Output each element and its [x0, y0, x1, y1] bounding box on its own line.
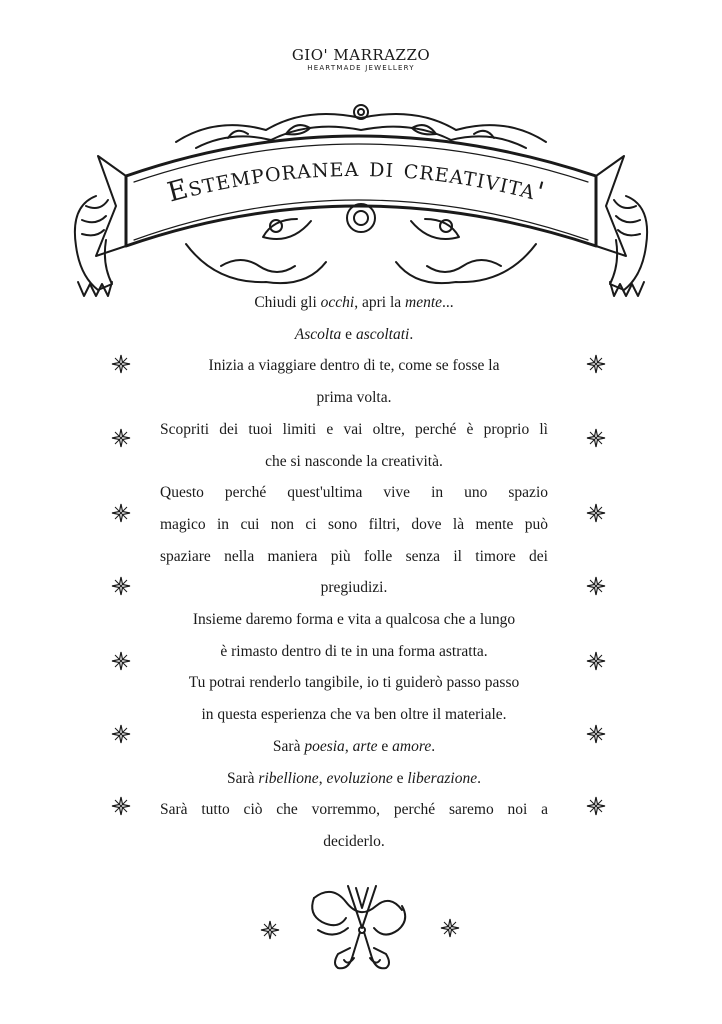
poem-line: pregiudizi. — [320, 579, 388, 597]
sparkle-star-icon — [440, 918, 460, 938]
poem-line: prima volta. — [316, 389, 392, 407]
poem-line: Tu potrai renderlo tangibile, io ti guiderò passo passo — [188, 674, 520, 692]
poem-line: magico in cui non ci sono filtri, dove là mente può — [160, 515, 548, 533]
sparkle-star-icon — [586, 428, 606, 448]
sparkle-star-icon — [111, 796, 131, 816]
poem-line: Sarà ribellione, evoluzione e liberazione. — [226, 769, 481, 787]
sparkle-star-icon — [111, 724, 131, 744]
sparkle-star-icon — [586, 724, 606, 744]
poem-line: Inizia a viaggiare dentro di te, come se fosse la — [208, 357, 500, 375]
banner-title: Estemporanea di creativita' — [164, 151, 548, 209]
poem-line: in questa esperienza che va ben oltre il materiale. — [201, 706, 507, 724]
sparkle-star-icon — [586, 796, 606, 816]
poem-line: deciderlo. — [323, 832, 385, 850]
brand-name: GIO' MARRAZZO — [291, 46, 431, 64]
poem-text — [160, 287, 548, 858]
poem-line: Ascolta e ascoltati. — [294, 325, 414, 343]
sparkle-star-icon — [111, 354, 131, 374]
poem-line: Sarà poesia, arte e amore. — [272, 737, 436, 755]
poem-line: Chiudi gli occhi, apri la mente... — [254, 294, 454, 311]
poem-line: Sarà tutto ciò che vorremmo, perché saremo noi a — [160, 801, 548, 819]
poem-line: che si nasconde la creatività. — [265, 452, 443, 470]
sparkle-star-icon — [111, 576, 131, 596]
poem-line: spaziare nella maniera più folle senza il timore dei — [160, 547, 548, 565]
poem-line: Scopriti dei tuoi limiti e vai oltre, perché è proprio lì — [160, 420, 548, 438]
ornate-banner — [56, 96, 666, 306]
sparkle-star-icon — [586, 354, 606, 374]
poem-line: Insieme daremo forma e vita a qualcosa che a lungo — [192, 611, 516, 629]
sparkle-star-icon — [586, 503, 606, 523]
brand-header — [0, 46, 722, 73]
brand-tagline: HEARTMADE JEWELLERY — [307, 64, 415, 72]
poem-line: Questo perché quest'ultima vive in uno spazio — [160, 484, 548, 502]
sparkle-star-icon — [586, 576, 606, 596]
sparkle-star-icon — [111, 503, 131, 523]
sparkle-star-icon — [111, 428, 131, 448]
poem-line: è rimasto dentro di te in una forma astratta. — [220, 642, 488, 660]
sparkle-star-icon — [111, 651, 131, 671]
scissors-ribbon-icon — [300, 878, 420, 978]
sparkle-star-icon — [260, 920, 280, 940]
sparkle-star-icon — [586, 651, 606, 671]
